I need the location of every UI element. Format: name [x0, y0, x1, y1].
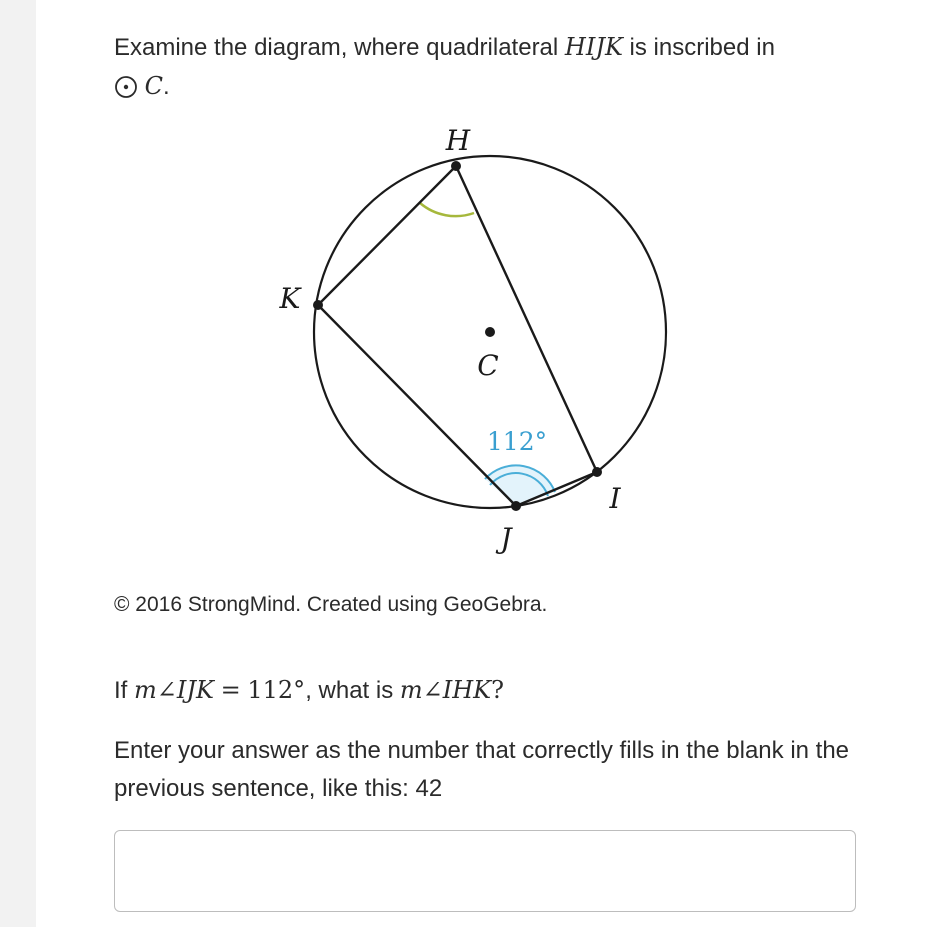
circle-name: C: [144, 72, 164, 100]
label-j: J: [500, 522, 512, 555]
left-rail: [0, 0, 36, 927]
question-mark: ?: [491, 676, 504, 704]
center-c: [485, 327, 495, 337]
given-question: [114, 672, 504, 709]
vertex-h: [451, 161, 461, 171]
if-text: If: [114, 677, 128, 704]
vertex-j: [511, 501, 521, 511]
label-i: I: [609, 482, 621, 515]
intro-suffix: is inscribed in: [629, 34, 775, 61]
vertex-i: [592, 467, 602, 477]
circle-dot-icon: [114, 75, 138, 99]
angle-h-arc: [420, 203, 474, 216]
angle-j-label: 112°: [486, 427, 548, 456]
given-value: 112°: [247, 676, 306, 704]
intro-text: Examine the diagram, where quadrilateral: [114, 34, 559, 61]
angle-ihk: m∠IHK: [399, 676, 492, 704]
vertex-k: [313, 300, 323, 310]
copyright-credit: © 2016 StrongMind. Created using GeoGebra.: [114, 593, 548, 616]
quad-name: HIJK: [564, 33, 623, 61]
angle-ijk: m∠IJK: [134, 676, 214, 704]
answer-input[interactable]: [114, 830, 856, 912]
equals-sign: =: [220, 676, 241, 704]
what-is-text: , what is: [305, 677, 394, 704]
label-k: K: [279, 282, 301, 315]
label-h: H: [445, 124, 471, 157]
question-prompt: [114, 28, 874, 106]
answer-instructions: Enter your answer as the number that correctly fills in the blank in the previous sentence, like this: 42: [114, 737, 850, 802]
label-c: C: [477, 349, 499, 382]
inscribed-quadrilateral-diagram: [260, 115, 700, 565]
prompt-period: .: [163, 73, 170, 100]
